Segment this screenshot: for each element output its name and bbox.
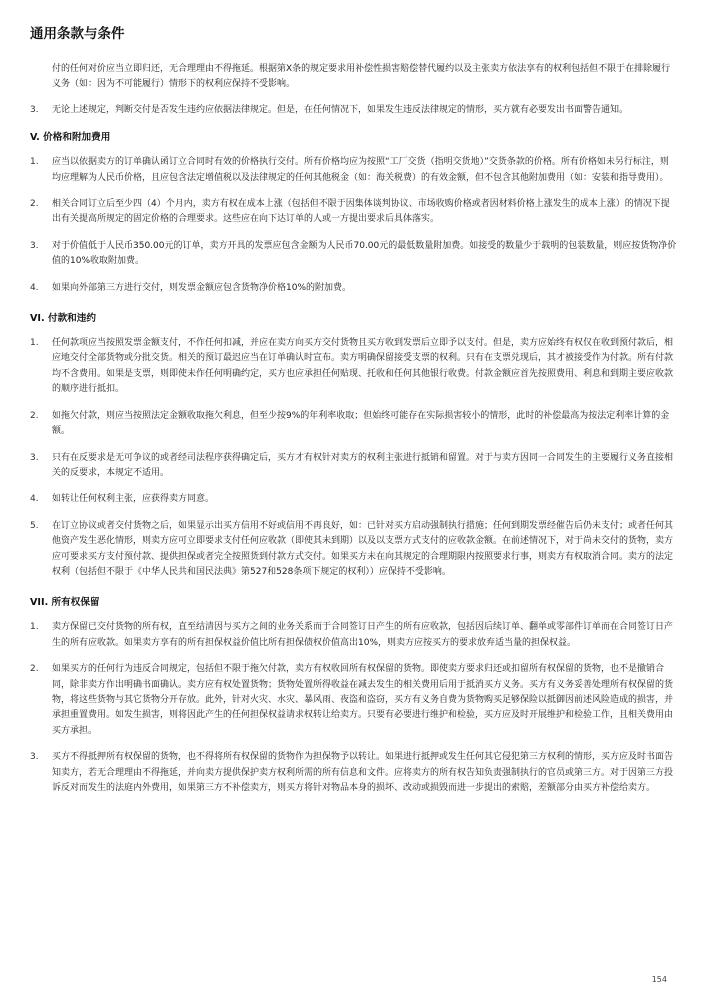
list-item [30,281,677,296]
list-item [30,750,677,796]
list-item-number: 1. [30,157,39,168]
list-item [30,239,677,270]
list-item [30,519,677,581]
list-item [30,451,677,482]
page-header-title: 通用条款与条件 [30,26,125,42]
page-number: 154 [651,975,667,984]
list-item-text: 任何款项应当按照发票金额支付，不作任何扣减，并应在卖方向买方交付货物且买方收到发票后立即予以支付。但是，卖方应始终有权仅在收到预付款后，相应地交付全部货物或分批交货。相关的预订最迟应当在订单确认时宣布。卖方明确保留接受支票的权利。只有在支票兑现后，其才被接受作为付款。所有付款均不含费用。如果是支票，则即使未作任何明确约定，买方也应承担任何贴现、托收和任何其他银行收费。付款金额应首先按照费用、利息和到期主要应收款的顺序进行抵扣。 [52,338,674,395]
list-item [30,336,677,398]
list-item [30,620,677,651]
list-item-number: 1. [30,338,39,349]
list-item-text: 如果买方的任何行为违反合同规定，包括但不限于拖欠付款，卖方有权收回所有权保留的货物。即使卖方要求归还或扣留所有权保留的货物，也不是撤销合同，除非卖方作出明确书面确认。卖方应有权处置货物；货物处置所得收益在减去发生的相关费用后用于抵消买方义务。买方有义务妥善处理所有权保留的货物，将这些货物与其它货物分开存放。此外，针对火灾、水灾、暴风雨、夜盗和盗窃，买方有义务自费为货物购买足够保险以抵御因前述风险造成的损害，并承担重置费用。如发生损害，则将因此产生的任何担保权益请求权转让给卖方。只要有必要进行维护和检验，买方应及时开展维护和检验工作，且相关费用由买方承担。 [52,664,674,736]
list-item-text: 相关合同订立后至少四（4）个月内，卖方有权在成本上涨（包括但不限于因集体谈判协议、市场收购价格或者因材料价格上涨发生的成本上涨）的情况下提出有关提高所规定的固定价格的合理要求。这些应在向下达订单的人或一方提出要求后具体落实。 [52,199,670,225]
list-item-number: 3. [30,452,39,463]
list-item-text: 无论上述规定，判断交付是否发生违约应依据法律规定。但是，在任何情况下，如果发生违反法律规定的情形，买方就有必要发出书面警告通知。 [52,104,629,115]
list-item-number: 2. [30,664,39,675]
list-item-number: 3. [30,752,39,763]
list-item-number: 4. [30,494,39,505]
list-item-number: 5. [30,520,39,531]
continuation-paragraph: 付的任何对价应当立即归还，无合理理由不得拖延。根据第X条的规定要求用补偿性损害赔偿替代履约以及主张卖方依法享有的权利包括但不限于在排除履行义务（如：因为不可能履行）情形下的权利应保持不受影响。 [52,64,671,90]
section-heading-payment: VI. 付款和违约 [30,313,96,325]
list-item-text: 如果向外部第三方进行交付，则发票金额应包含货物净价格10%的附加费。 [52,282,352,293]
list-item-number: 3. [30,240,39,251]
list-item-number: 2. [30,410,39,421]
list-item [30,662,677,739]
list-item-text: 对于价值低于人民币350.00元的订单，卖方开具的发票应包含金额为人民币70.00元的最低数量附加费。如接受的数量少于载明的包装数量，则应按货物净价值的10%收取附加费。 [52,240,677,267]
list-item-text: 如拖欠付款，则应当按照法定金额收取拖欠利息，但至少按9%的年利率收取；但始终可能存在实际损害较小的情形，此时的补偿最高为按法定利率计算的金额。 [52,410,670,437]
list-item-text: 应当以依据卖方的订单确认函订立合同时有效的价格执行交付。所有价格均应为按照“工厂交货（指明交货地）”交货条款的价格。所有价格如未另行标注，则均应理解为人民币价格，且应包含法定增值税以及法律规定的任何其他税金（如：海关税费）的有效金额，但不包含其他附加费用（如：安装和指导费用）。 [52,157,669,183]
list-item [30,409,677,440]
list-item-text: 在订立协议或者交付货物之后，如果显示出买方信用不好或信用不再良好，如：已针对买方启动强制执行措施；任何到期发票经催告后仍未支付；或者任何其他资产发生恶化情形，则卖方应可立即要求支付任何应收款（即使其未到期）以及以支票方式支付的应收款金额。在前述情况下，对于尚未交付的货物，卖方应可要求买方支付预付款、提供担保或者完全按照货到付款方式交付。如果买方未在向其规定的合理期限内按照要求行事，则卖方有权取消合同。卖方的法定权利（包括但不限于《中华人民共和国民法典》第527和528条项下规定的权利））应保持不受影响。 [52,520,674,577]
list-item [30,155,677,186]
document-body [30,62,677,807]
list-item-number: 4. [30,282,39,293]
section-heading-retention: VII. 所有权保留 [30,597,100,609]
list-item-text: 如转让任何权利主张，应获得卖方同意。 [52,494,215,505]
section-heading-price: V. 价格和附加费用 [30,132,111,144]
list-item [30,103,677,118]
list-item-number: 1. [30,622,39,633]
list-item [30,197,677,228]
list-item-text: 只有在反要求是无可争议的或者经司法程序获得确定后，买方才有权针对卖方的权利主张进行抵销和留置。对于与卖方因同一合同发生的主要履行义务直接相关的反要求，本规定不适用。 [52,452,674,478]
list-item-number: 2. [30,199,39,210]
list-item-text: 卖方保留已交付货物的所有权，直至结清因与买方之间的业务关系而于合同签订日产生的所有应收款，包括因后续订单、翻单或零部件订单而在合同签订日产生的所有应收款。如果卖方享有的所有担保权益价值比所有担保债权价值高出10%，则卖方应按买方的要求放弃适当量的担保权益。 [52,622,674,648]
list-item-text: 买方不得抵押所有权保留的货物，也不得将所有权保留的货物作为担保物予以转让。如果进行抵押或发生任何其它侵犯第三方权利的情形，买方应及时书面告知卖方，若无合理理由不得拖延，并向卖方提供保护卖方权利所需的所有信息和文件。应将卖方的所有权告知负责强制执行的官员或第三方。对于因第三方投诉反对而发生的法庭内外费用，如果第三方不补偿卖方，则买方将针对物品本身的损坏、改动或损毁而进一步提出的索赔，差额部分由买方补偿给卖方。 [52,752,674,793]
list-item-number: 3. [30,104,39,115]
list-item [30,492,677,507]
